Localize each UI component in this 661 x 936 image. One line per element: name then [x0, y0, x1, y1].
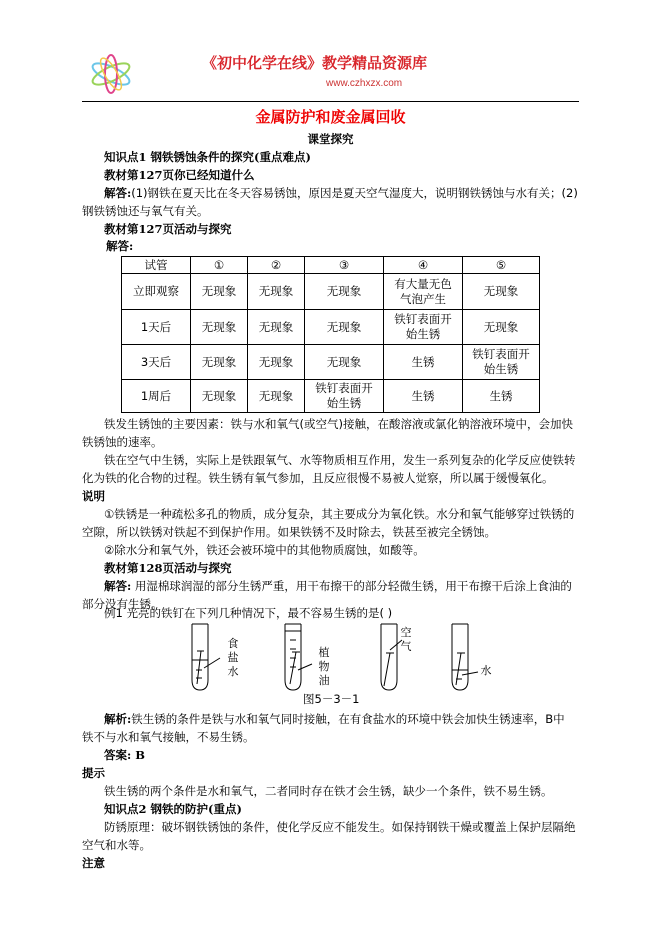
attention-heading: 注意 — [82, 856, 105, 870]
page-title: 金属防护和废金属回收 — [255, 108, 406, 126]
p127-activity-answer-label: 解答: — [106, 239, 134, 253]
knowledge-point-1-heading: 知识点1 钢铁锈蚀条件的探究(重点难点) — [104, 150, 311, 164]
table-cell: 生锈 — [384, 345, 463, 380]
note1-line2: 空隙，所以铁锈对铁起不到保护作用。如果铁锈不及时除去，铁甚至被完全锈蚀。 — [82, 525, 496, 539]
table-row — [122, 380, 540, 413]
table-header-cell: ② — [248, 257, 305, 274]
rust-factor-line2: 铁锈蚀的速率。 — [82, 435, 163, 449]
label-water: 水 — [480, 664, 492, 677]
p128-answer-line2: 部分没有生锈。 — [82, 597, 163, 611]
table-cell: 铁钉表面开 始生锈 — [305, 380, 384, 413]
answer: 答案: B — [104, 748, 145, 762]
section-heading: 课堂探究 — [307, 132, 354, 146]
p127-activity-heading: 教材第127页活动与探究 — [104, 222, 232, 236]
analysis-line2: 铁不与水和氧气接触，不易生锈。 — [82, 730, 255, 744]
table-cell: 无现象 — [191, 274, 248, 310]
note1-line1: ①铁锈是一种疏松多孔的物质，成分复杂，其主要成分为氧化铁。水分和氧气能够穿过铁锈的 — [104, 507, 575, 521]
table-header-row — [122, 257, 540, 274]
observation-table — [121, 256, 540, 413]
p128-answer-line1 — [104, 578, 604, 595]
table-cell: 1天后 — [122, 310, 191, 345]
table-header-cell: ⑤ — [463, 257, 540, 274]
table-header-cell: ① — [191, 257, 248, 274]
analysis-line1 — [104, 711, 604, 728]
table-cell: 无现象 — [463, 310, 540, 345]
tube-air — [381, 624, 402, 690]
table-cell: 无现象 — [463, 274, 540, 310]
table-cell: 无现象 — [248, 274, 305, 310]
header-banner — [82, 44, 577, 102]
header-divider — [82, 101, 579, 102]
table-cell: 1周后 — [122, 380, 191, 413]
figure-caption: 图5－3－1 — [303, 692, 360, 706]
note-heading: 说明 — [82, 489, 105, 503]
answer-text: (1)钢铁在夏天比在冬天容易锈蚀，原因是夏天空气湿度大，说明钢铁锈蚀与水有关；(2) — [131, 186, 578, 200]
answer-text: 用湿棉球润湿的部分生锈严重，用干布擦干的部分轻微生锈，用干布擦干后涂上食油的 — [134, 579, 572, 593]
table-cell: 铁钉表面开 始生锈 — [463, 345, 540, 380]
note2: ②除水分和氧气外，铁还会被环境中的其他物质腐蚀，如酸等。 — [104, 543, 425, 557]
protect-line2: 空气和水等。 — [82, 838, 151, 852]
label-air: 空气 — [400, 626, 412, 653]
label-salt-water: 食盐水 — [227, 637, 239, 678]
knowledge-point-2-heading: 知识点2 钢铁的防护(重点) — [104, 802, 242, 816]
rust-factor-line1: 铁发生锈蚀的主要因素：铁与水和氧气(或空气)接触，在酸溶液或氯化钠溶液环境中，会加快 — [104, 417, 573, 431]
table-cell: 无现象 — [305, 274, 384, 310]
table-cell: 无现象 — [305, 345, 384, 380]
table-row — [122, 274, 540, 310]
table-cell: 无现象 — [248, 310, 305, 345]
protect-line1: 防锈原理：破坏钢铁锈蚀的条件，使化学反应不能发生。如保持钢铁干燥或覆盖上保护层隔绝 — [104, 820, 576, 834]
label-vegetable-oil: 植物油 — [318, 646, 330, 687]
table-cell: 生锈 — [384, 380, 463, 413]
rust-process-line2: 化为铁的化合物的过程。铁生锈有氧气参加，且反应很慢不易被人觉察，所以属于缓慢氧化。 — [82, 471, 554, 485]
brand-url: www.czhxzx.com — [326, 78, 403, 89]
tube-salt-water — [192, 624, 220, 690]
table-header-cell: ③ — [305, 257, 384, 274]
table-row — [122, 345, 540, 380]
table-cell: 无现象 — [191, 345, 248, 380]
p127-known-heading: 教材第127页你已经知道什么 — [104, 168, 255, 182]
answer-label: 解答: — [104, 186, 132, 200]
table-cell: 无现象 — [248, 345, 305, 380]
brand-title: 《初中化学在线》教学精品资源库 — [202, 54, 428, 72]
table-cell: 立即观察 — [122, 274, 191, 310]
table-cell: 有大量无色 气泡产生 — [384, 274, 463, 310]
tip-heading: 提示 — [82, 766, 105, 780]
example-1-question: 例1 光亮的铁钉在下列几种情况下，最不容易生锈的是( ) — [104, 606, 393, 620]
analysis-text: 铁生锈的条件是铁与水和氧气同时接触，在有食盐水的环境中铁会加快生锈速率，B中 — [131, 712, 565, 726]
table-cell: 无现象 — [191, 380, 248, 413]
atom-orbit-logo-icon — [88, 50, 134, 96]
table-cell: 铁钉表面开 始生锈 — [384, 310, 463, 345]
tube-water — [452, 624, 478, 690]
table-cell: 3天后 — [122, 345, 191, 380]
table-header-cell: ④ — [384, 257, 463, 274]
table-cell: 生锈 — [463, 380, 540, 413]
table-cell: 无现象 — [248, 380, 305, 413]
answer-label: 解答: — [104, 579, 132, 593]
table-row — [122, 310, 540, 345]
p128-activity-heading: 教材第128页活动与探究 — [104, 561, 232, 575]
p127-known-answer-line1 — [104, 185, 604, 202]
tube-vegetable-oil — [285, 624, 312, 690]
p127-known-answer-line2: 钢铁锈蚀还与氧气有关。 — [82, 204, 209, 218]
tip-text: 铁生锈的两个条件是水和氧气，二者同时存在铁才会生锈，缺少一个条件，铁不易生锈。 — [104, 784, 553, 798]
analysis-label: 解析: — [104, 712, 132, 726]
rust-process-line1: 铁在空气中生锈，实际上是铁跟氧气、水等物质相互作用，发生一系列复杂的化学反应使铁转 — [104, 453, 576, 467]
table-header-cell: 试管 — [122, 257, 191, 274]
table-cell: 无现象 — [191, 310, 248, 345]
table-cell: 无现象 — [305, 310, 384, 345]
